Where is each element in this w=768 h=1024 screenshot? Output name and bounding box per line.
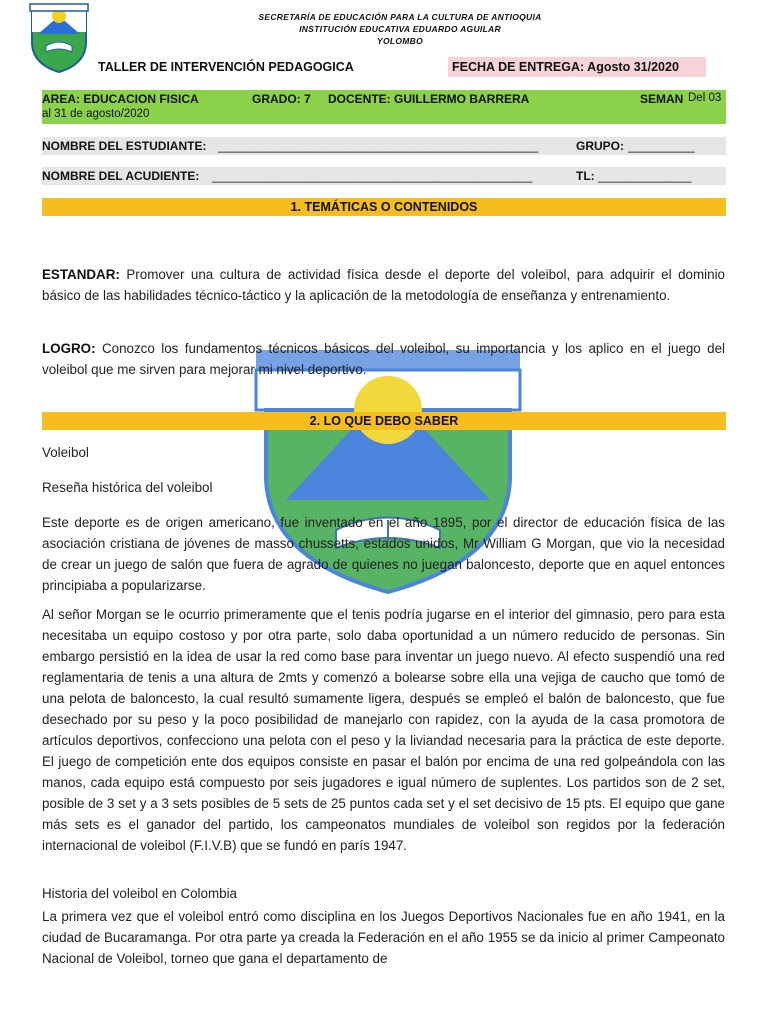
school-shield-icon	[28, 2, 90, 74]
tl-label: TL:	[576, 169, 595, 183]
grupo-input[interactable]: __________	[628, 139, 695, 153]
docente-label: DOCENTE: GUILLERMO BARRERA	[328, 92, 530, 106]
subtitle-resena: Reseña histórica del voleibol	[42, 480, 213, 495]
acudiente-row	[42, 167, 726, 185]
estandar-label: ESTANDAR:	[42, 267, 120, 282]
paragraph-colombia: La primera vez que el voleibol entró como disciplina en los Juegos Deportivos Nacionales fue en año 1941, en la ciudad de Bucaramanga. Por otra parte ya creada la Federación en el año 1955 se da inicio al primer Campeonato Nacional de Voleibol, torneo que gana el departamento de	[42, 909, 725, 966]
grado-label: GRADO: 7	[252, 92, 311, 106]
info-bar	[42, 90, 726, 124]
section-tematicas: 1. TEMÁTICAS O CONTENIDOS	[42, 198, 726, 216]
estudiante-row	[42, 137, 726, 155]
fecha-entrega: FECHA DE ENTREGA: Agosto 31/2020	[448, 57, 706, 77]
header-institucion: INSTITUCIÓN EDUCATIVA EDUARDO AGUILAR	[299, 24, 501, 34]
estandar-text: Promover una cultura de actividad física desde el deporte del voleibol, para adquirir el dominio básico de las habilidades técnico-táctico y la aplicación de la metodología de enseñanza y entrenamiento.	[42, 267, 725, 303]
logro-paragraph	[42, 338, 725, 380]
subtitle-historia-colombia: Historia del voleibol en Colombia	[42, 886, 238, 901]
semana-value: Del 03	[688, 92, 722, 104]
subtitle-voleibol: Voleibol	[42, 445, 89, 460]
grupo-label: GRUPO:	[576, 139, 624, 153]
page-title: TALLER DE INTERVENCIÓN PEDAGOGICA	[98, 60, 354, 74]
area-label: AREA: EDUCACION FISICA	[42, 92, 199, 106]
logro-label: LOGRO:	[42, 341, 96, 356]
logro-text: Conozco los fundamentos técnicos básicos del voleibol, su importancia y los aplico en el juego del voleibol que me sirven para mejorar mi nivel deportivo.	[42, 341, 725, 377]
header-secretaria: SECRETARÍA DE EDUCACIÓN PARA LA CULTURA DE ANTIOQUIA	[258, 12, 542, 22]
estandar-paragraph	[42, 264, 725, 306]
acudiente-label: NOMBRE DEL ACUDIENTE:	[42, 169, 200, 183]
estudiante-input[interactable]: ________________________________________________	[218, 139, 539, 153]
acudiente-input[interactable]: ________________________________________________	[212, 169, 533, 183]
semana-range: al 31 de agosto/2020	[42, 108, 150, 120]
section-lo-que-debo-saber: 2. LO QUE DEBO SABER	[42, 412, 726, 430]
header-municipio: YOLOMBO	[376, 36, 423, 46]
paragraph-morgan: Al señor Morgan se le ocurrio primeramente que el tenis podría jugarse en el interior del gimnasio, pero para esta necesitaba un equipo costoso y por otra parte, solo daba oportunidad a un número reducido de personas. Sin embargo persistió en la idea de usar la red como base para inventar un juego nuevo. Al efecto suspendió una red reglamentaria de tenis a una altura de 2mts y comenzó a bolearse sobre ella una vejiga de caucho que tomó de una pelota de baloncesto, la cual resultó sumamente ligera, después se empleó el balón de baloncesto, que fue desechado por su peso y la poco posibilidad de manejarlo con rapidez, con la ayuda de la casa promotora de artículos deportivos, confecciono una pelota con el peso y la liviandad necesaria para la práctica de este deporte. El juego de competición ente dos equipos consiste en pasar el balón por encima de una red golpeándola con las manos, cada equipo está compuesto por seis jugadores e igual número de suplentes. Los partidos son de 2 set, posible de 3 set y a 3 sets posibles de 5 sets de 25 puntos cada set y el set decisivo de 15 pts. El equipo que gane más sets es el ganador del partido, los campeonatos mundiales de voleibol son regidos por la federación internacional de voleibol (F.I.V.B) que se fundó en parís 1947.	[42, 607, 725, 853]
paragraph-origen: Este deporte es de origen americano, fue inventado en el año 1895, por el director de educación física de las asociación cristiana de jóvenes de masso chussetts, estados unidos, Mr William G Morgan, que vio la necesidad de crear un juego de salón que fuera de agrado de quienes no juegan baloncesto, deporte que en aquel entonces principiaba a popularizarse.	[42, 515, 725, 593]
tl-input[interactable]: ______________	[598, 169, 692, 183]
estudiante-label: NOMBRE DEL ESTUDIANTE:	[42, 139, 207, 153]
semana-label: SEMAN	[640, 92, 684, 106]
